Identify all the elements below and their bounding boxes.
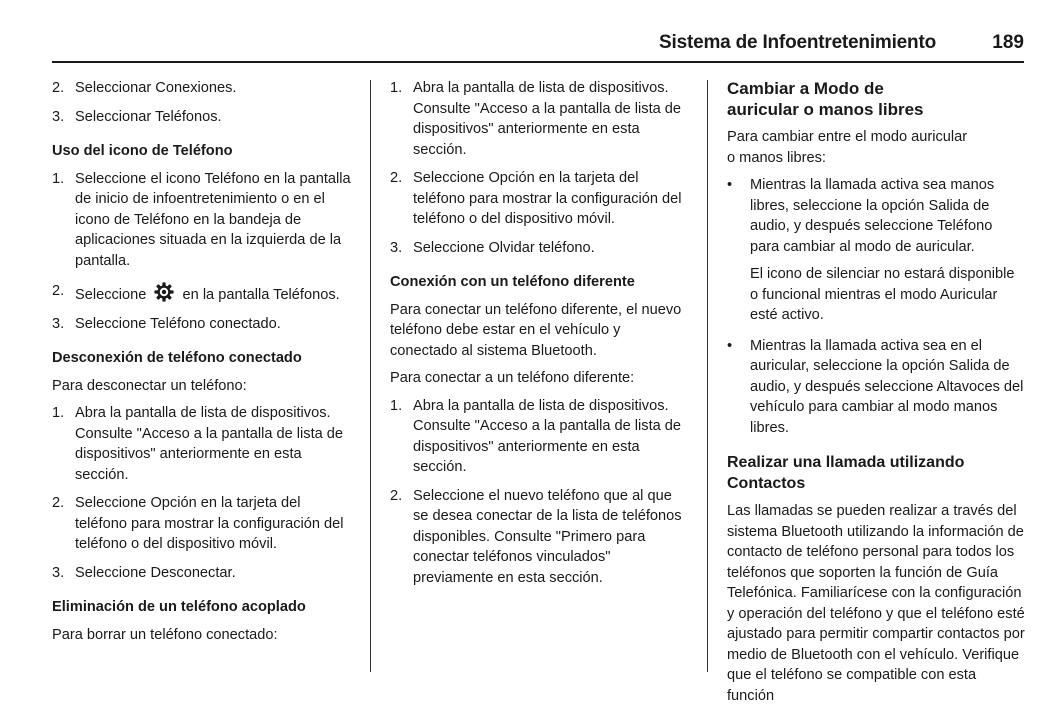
paragraph: Para conectar a un teléfono diferente: <box>390 370 635 386</box>
step-number: 3. <box>390 239 403 256</box>
column-divider <box>707 80 708 672</box>
bullet-item <box>727 336 1025 439</box>
column-3 <box>727 78 1025 713</box>
step-text: Seleccione el icono Teléfono en la pantalla de inicio de infoentretenimiento o en el icono de Teléfono en la bandeja de aplicaciones situada en la izquierda de la pantalla. <box>75 170 351 269</box>
list-item <box>390 238 690 259</box>
list-item <box>52 78 352 99</box>
note-paragraph: El icono de silenciar no estará disponible o funcional mientras el modo Auricular esté activo. <box>750 266 1015 323</box>
section-title: Cambiar a Modo de auricular o manos libres <box>727 79 924 119</box>
step-text: Seleccionar Teléfonos. <box>75 108 222 125</box>
section-heading: Eliminación de un teléfono acoplado <box>52 599 306 615</box>
step-number: 2. <box>52 283 65 299</box>
step-number: 1. <box>390 80 403 96</box>
step-number: 2. <box>52 495 65 511</box>
step-text: Seleccione Desconectar. <box>75 564 236 581</box>
header-divider <box>52 61 1024 63</box>
step-number: 3. <box>52 315 65 332</box>
list-item <box>52 314 352 335</box>
column-divider <box>370 80 371 672</box>
step-number: 3. <box>52 564 65 581</box>
step-text-before: Seleccione <box>75 287 147 303</box>
column-1 <box>52 78 352 652</box>
paragraph: Para desconectar un teléfono: <box>52 377 247 394</box>
list-item <box>390 486 690 589</box>
section-heading: Conexión con un teléfono diferente <box>390 274 635 290</box>
step-number: 2. <box>390 487 403 504</box>
list-item <box>390 168 690 230</box>
step-text: Seleccione Opción en la tarjeta del teléfono para mostrar la configuración del teléfono o del dispositivo móvil. <box>413 170 682 227</box>
step-number: 1. <box>52 170 65 187</box>
list-item <box>52 493 352 555</box>
step-number: 2. <box>390 170 403 186</box>
step-text: Seleccione Olvidar teléfono. <box>413 239 595 256</box>
list-item <box>52 169 352 272</box>
step-text: Seleccione el nuevo teléfono que al que se desea conectar de la lista de teléfonos disponibles. Consulte "Primero para conectar teléfonos vinculados" previamente en esta sección. <box>413 487 682 586</box>
paragraph: Para conectar un teléfono diferente, el nuevo teléfono debe estar en el vehículo y conectado al sistema Bluetooth. <box>390 301 682 359</box>
list-item <box>390 396 690 478</box>
step-number: 1. <box>390 397 403 414</box>
list-item <box>52 563 352 584</box>
gear-icon <box>153 281 175 303</box>
bullet-item <box>727 175 1025 257</box>
step-number: 1. <box>52 405 65 421</box>
section-heading: Desconexión de teléfono conectado <box>52 350 302 366</box>
step-text-after: en la pantalla Teléfonos. <box>182 287 340 303</box>
step-text: Abra la pantalla de lista de dispositivos. Consulte "Acceso a la pantalla de lista de dispositivos" anteriormente en esta sección. <box>75 405 344 483</box>
paragraph: Para cambiar entre el modo auricular o manos libres: <box>727 129 968 166</box>
section-heading: Uso del icono de Teléfono <box>52 143 233 159</box>
paragraph: Las llamadas se pueden realizar a través del sistema Bluetooth utilizando la información de contacto de teléfono personal para todos los teléfonos que soporten la función de Guía Telefónica. Familiarícese con la configuración y operación del teléfono y que el teléfono esté ajustado para permitir compartir contactos por medio de Bluetooth con el vehículo. Verifique que el teléfono se compatible con esta función <box>727 503 1025 704</box>
step-number: 2. <box>52 80 65 96</box>
list-item <box>390 78 690 160</box>
list-item <box>52 107 352 128</box>
bullet-text: Mientras la llamada activa sea en el auricular, seleccione la opción Salida de audio, y después seleccione Altavoces del vehículo para cambiar al modo manos libres. <box>750 337 1024 436</box>
step-text: Abra la pantalla de lista de dispositivos. Consulte "Acceso a la pantalla de lista de dispositivos" anteriormente en esta sección. <box>413 397 682 475</box>
page-number: 189 <box>992 32 1024 53</box>
page-title: Sistema de Infoentretenimiento <box>659 32 936 53</box>
step-text: Seleccione Opción en la tarjeta del teléfono para mostrar la configuración del teléfono o del dispositivo móvil. <box>75 495 344 552</box>
list-item <box>52 403 352 485</box>
page-header <box>52 30 1024 60</box>
column-2 <box>390 78 690 596</box>
step-text <box>75 281 352 306</box>
list-item <box>52 281 352 306</box>
bullet-text: Mientras la llamada activa sea manos libres, seleccione la opción Salida de audio, y después seleccione Teléfono para cambiar al modo de auricular. <box>750 177 995 255</box>
step-text: Seleccione Teléfono conectado. <box>75 315 281 332</box>
bullet-symbol: • <box>727 337 733 354</box>
step-text: Seleccionar Conexiones. <box>75 80 237 96</box>
step-number: 3. <box>52 108 65 125</box>
bullet-symbol: • <box>727 177 733 193</box>
paragraph: Para borrar un teléfono conectado: <box>52 626 278 643</box>
section-title: Realizar una llamada utilizando Contactos <box>727 454 965 492</box>
step-text: Abra la pantalla de lista de dispositivos. Consulte "Acceso a la pantalla de lista de dispositivos" anteriormente en esta sección. <box>413 80 682 158</box>
